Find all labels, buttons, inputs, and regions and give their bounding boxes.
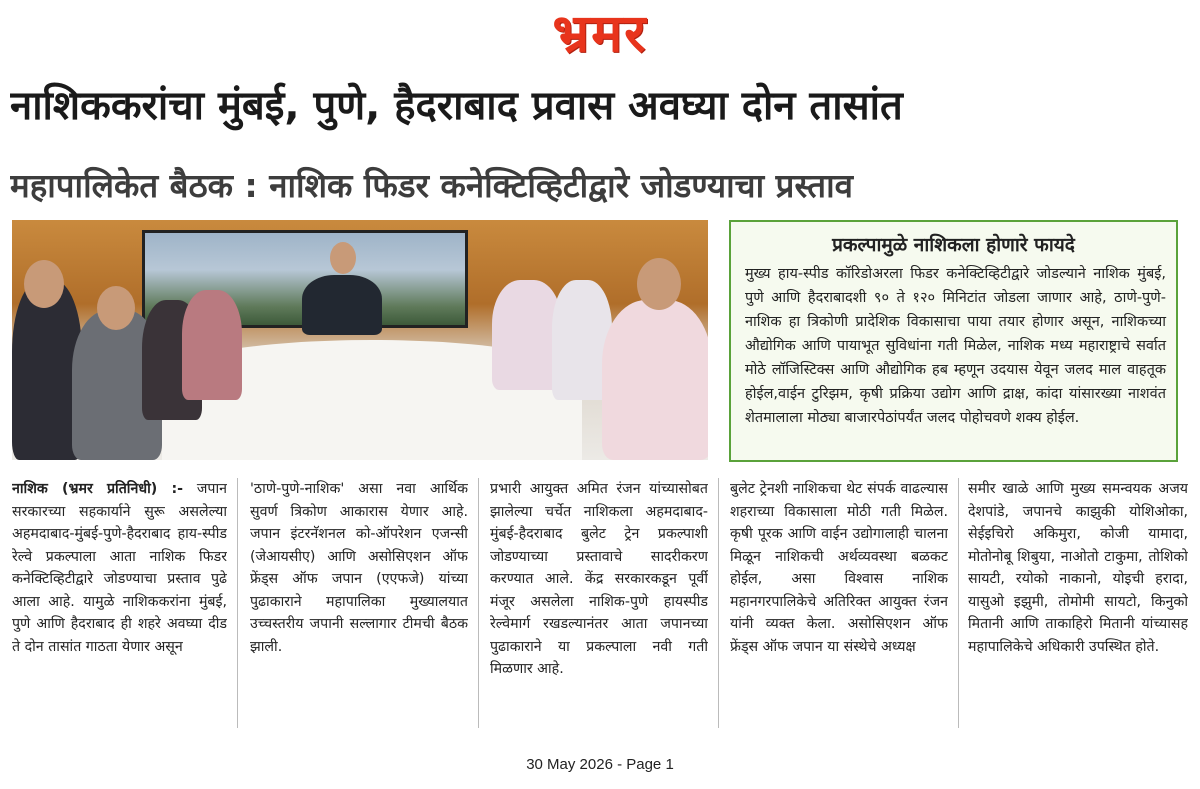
headline: नाशिककरांचा मुंबई, पुणे, हैदराबाद प्रवास अवघ्या दोन तासांत — [10, 83, 903, 129]
column-divider — [478, 478, 479, 728]
benefits-body: मुख्य हाय-स्पीड कॉरिडोअरला फिडर कनेक्टिव्हिटीद्वारे जोडल्याने नाशिक मुंबई, पुणे आणि हैदराबादशी ९० ते १२० मिनिटांत जोडला जाणार आहे, ठाणे-पुणे-नाशिक हा त्रिकोणी प्रादेशिक विकासाचा पाया तयार होणार असून, नाशिकच्या औद्योगिक आणि पायाभूत सुविधांना गती मिळेल, नाशिक मध्य महाराष्ट्राचे सर्वात मोठे लॉजिस्टिक्स आणि औद्योगिक हब म्हणून उदयास येवून जलद माल वाहतूक होईल,वाईन टुरिझम, कृषी प्रक्रिया उद्योग आणि द्राक्ष, कांदा यांसारख्या नाशवंत शेतमालाला मोठ्या बाजारपेठांपर्यंत जलद पोहोचवणे शक्य होईल. — [745, 266, 1166, 426]
column-divider — [958, 478, 959, 728]
benefits-title: प्रकल्पामुळे नाशिकला होणारे फायदे — [832, 234, 1075, 256]
photo-person — [302, 275, 382, 335]
column-divider — [718, 478, 719, 728]
benefits-box — [729, 220, 1178, 462]
photo-person-head — [24, 260, 64, 308]
column-divider — [237, 478, 238, 728]
article-column-4 — [730, 478, 948, 734]
article-text: जपान सरकारच्या सहकार्याने सुरू असलेल्या अहमदाबाद-मुंबई-पुणे-हैदराबाद हाय-स्पीड रेल्वे प्रकल्पाला आता नाशिक फिडर कनेक्टिव्हिटीद्वारे जोडण्याचा प्रस्ताव पुढे आला आहे. यामुळे नाशिककरांना मुंबई, पुणे आणि हैदराबाद ही शहरे अवघ्या दीड ते दोन तासांत गाठता येणार असून — [12, 481, 227, 655]
article-column-3 — [490, 478, 708, 734]
article-text: प्रभारी आयुक्त अमित रंजन यांच्यासोबत झालेल्या चर्चेत नाशिकला अहमदाबाद-मुंबई-हैदराबाद बुलेट ट्रेन प्रकल्पाशी जोडण्याच्या प्रस्तावाचे सादरीकरण करण्यात आले. केंद्र सरकारकडून पूर्वी मंजूर असलेला नाशिक-पुणे हायस्पीड रेल्वेमार्ग रखडल्यानंतर आता जपानच्या पुढाकाराने या प्रकल्पाला नवी गती मिळणार आहे. — [490, 481, 708, 677]
page-footer: 30 May 2026 - Page 1 — [526, 756, 674, 773]
article-column-1 — [12, 478, 227, 734]
article-dateline: नाशिक (भ्रमर प्रतिनिधी) :- — [12, 481, 184, 497]
photo-person — [182, 290, 242, 400]
article-column-2 — [250, 478, 468, 734]
article-text: समीर खाळे आणि मुख्य समन्वयक अजय देशपांडे, जपानचे काझुकी योशिओका, सेईइचिरो अकिमुरा, कोजी यामादा, मोतोनोबू शिबुया, नाओतो टाकुमा, तोशिको सायटी, रयोको नाकानो, योइची हरादा, यासुओ इझुमी, तोमोमी सायटो, किनुको मितानी आणि ताकाहिरो मितानी यांच्यासह महापालिकेचे अधिकारी उपस्थित होते. — [968, 481, 1188, 655]
masthead — [0, 0, 1200, 68]
article-text: बुलेट ट्रेनशी नाशिकचा थेट संपर्क वाढल्यास शहराच्या विकासाला मोठी गती मिळेल. कृषी पूरक आणि वाईन उद्योगालाही चालना मिळून नाशिकची अर्थव्यवस्था बळकट होईल, असा विश्वास नाशिक महानगरपालिकेचे अतिरिक्त आयुक्त रंजन यांनी व्यक्त केला. असोसिएशन ऑफ फ्रेंड्स ऑफ जपान या संस्थेचे अध्यक्ष — [730, 481, 948, 655]
photo-person-head — [637, 258, 681, 310]
article-text: 'ठाणे-पुणे-नाशिक' असा नवा आर्थिक सुवर्ण त्रिकोण आकारास येणार आहे. जपान इंटरनॅशनल को-ऑपरेशन एजन्सी (जेआयसीए) आणि असोसिएशन ऑफ फ्रेंड्स ऑफ जपान (एएफजे) यांच्या पुढाकाराने महापालिका मुख्यालयात उच्चस्तरीय जपानी सल्लागार टीमची बैठक झाली. — [250, 481, 468, 655]
meeting-photo — [12, 220, 708, 460]
photo-person — [602, 300, 708, 460]
article-column-5 — [968, 478, 1188, 734]
photo-person-head — [330, 242, 356, 274]
newspaper-logo: भ्रमर — [552, 4, 648, 64]
subheadline: महापालिकेत बैठक : नाशिक फिडर कनेक्टिव्हिटीद्वारे जोडण्याचा प्रस्ताव — [10, 166, 853, 205]
photo-person-head — [97, 286, 135, 330]
